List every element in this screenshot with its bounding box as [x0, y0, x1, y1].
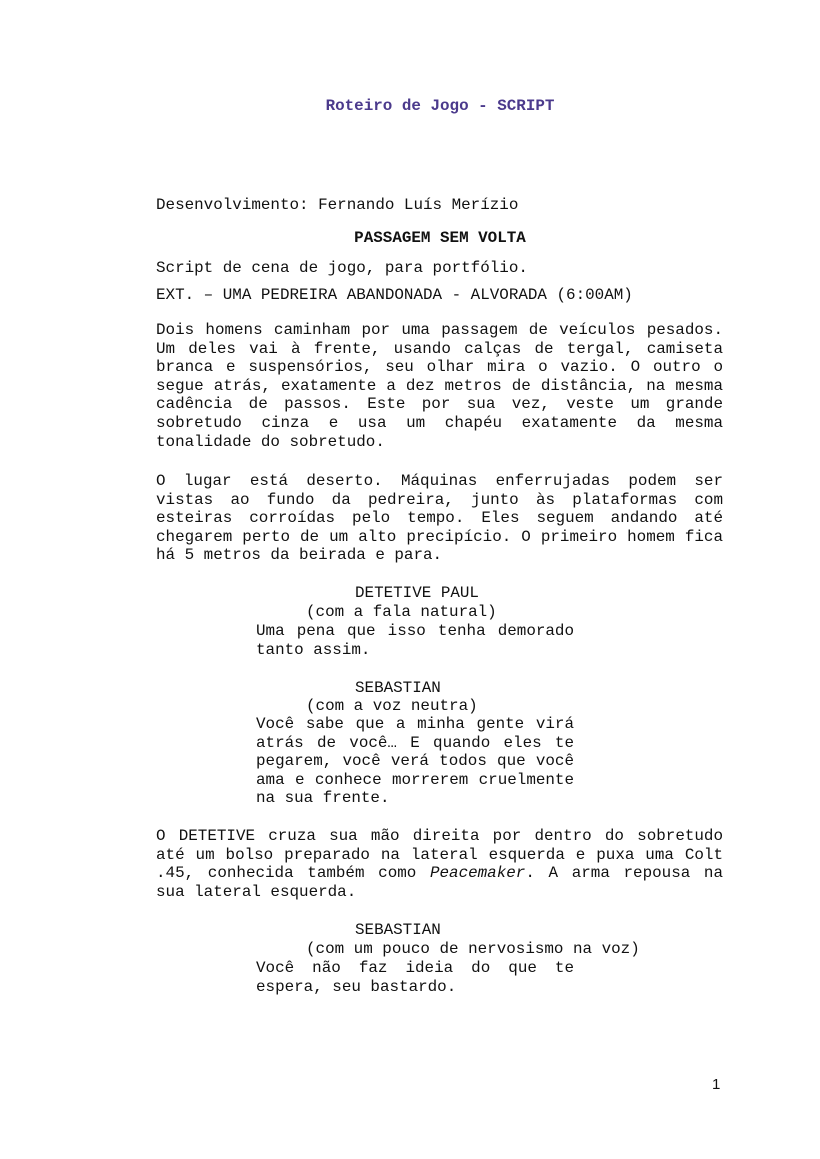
- dialogue-line: Você sabe que a minha gente virá atrás de você… E quando eles te pegarem, você verá todos que você ama e conhece morrerem cruelmente na sua frente.: [256, 715, 574, 808]
- parenthetical: (com a fala natural): [306, 603, 497, 621]
- scene-title: PASSAGEM SEM VOLTA: [354, 229, 526, 247]
- action-paragraph: [156, 827, 723, 901]
- character-name: SEBASTIAN: [355, 679, 441, 697]
- action-paragraph: O lugar está deserto. Máquinas enferrujadas podem ser vistas ao fundo da pedreira, junto às plataformas com esteiras corroídas pelo tempo. Eles seguem andando até chegarem perto de um alto precipício. O primeiro homem fica há 5 metros da beirada e para.: [156, 472, 723, 565]
- parenthetical: (com a voz neutra): [306, 697, 478, 715]
- document-title: Roteiro de Jogo - SCRIPT: [325, 97, 555, 115]
- scene-heading: EXT. – UMA PEDREIRA ABANDONADA - ALVORADA (6:00AM): [156, 286, 633, 304]
- action-emphasis: Peacemaker: [429, 864, 526, 883]
- page-number: 1: [712, 1076, 721, 1093]
- action-text: O DETETIVE cruza sua mão direita por dentro do sobretudo até um bolso preparado na lateral esquerda e puxa uma Colt .45, conhecida também como: [156, 827, 723, 883]
- parenthetical: (com um pouco de nervosismo na voz): [306, 940, 640, 958]
- dialogue-line: Uma pena que isso tenha demorado tanto assim.: [256, 622, 574, 659]
- dialogue-line: Você não faz ideia do que te espera, seu bastardo.: [256, 959, 574, 996]
- action-paragraph: Dois homens caminham por uma passagem de veículos pesados. Um deles vai à frente, usando calças de tergal, camiseta branca e suspensórios, seu olhar mira o vazio. O outro o segue atrás, exatamente a dez metros de distância, na mesma cadência de passos. Este por sua vez, veste um grande sobretudo cinza e usa um chapéu exatamente da mesma tonalidade do sobretudo.: [156, 321, 723, 451]
- character-name: SEBASTIAN: [355, 921, 441, 939]
- credit-developer: Desenvolvimento: Fernando Luís Merízio: [156, 196, 519, 214]
- character-name: DETETIVE PAUL: [355, 584, 479, 602]
- credit-description: Script de cena de jogo, para portfólio.: [156, 259, 528, 277]
- action-text: . A arma repousa na sua lateral esquerda.: [156, 864, 723, 901]
